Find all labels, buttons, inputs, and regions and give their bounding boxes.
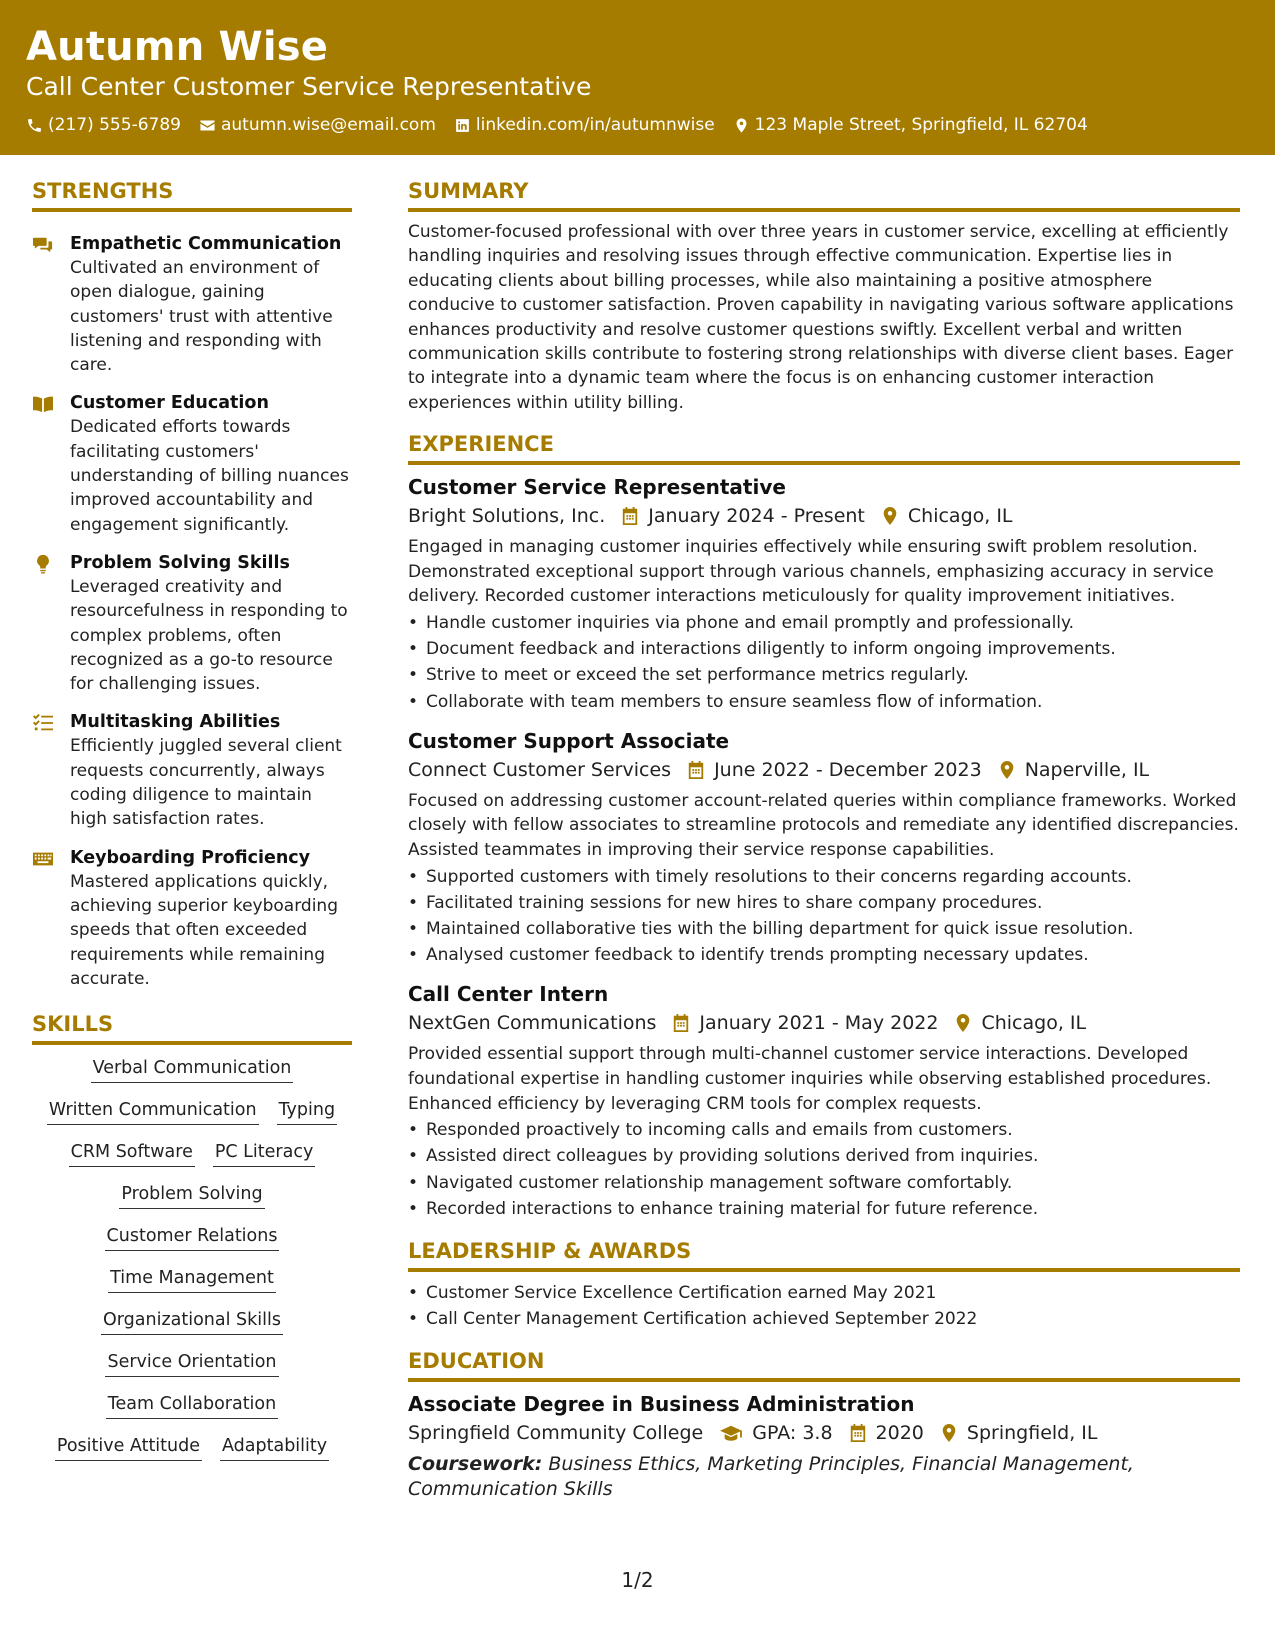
job-title: Customer Service Representative xyxy=(408,475,786,500)
experience-entry xyxy=(408,980,1240,1222)
resume-header xyxy=(0,0,1275,155)
calendar-icon xyxy=(672,1013,690,1033)
graduation-cap-icon xyxy=(719,1423,743,1443)
address-text: 123 Maple Street, Springfield, IL 62704 xyxy=(754,115,1088,135)
summary-text: Customer-focused professional with over three years in customer service, excelling at efficiently handling inquiries and resolving issues through effective communication. Expertise lies in educating clients about billing processes, while also maintaining a positive atmosphere conducive to customer satisfaction. Proven capability in navigating various software applications enhances productivity and resolve customer questions swiftly. Excellent verbal and written communication skills contribute to fostering strong relationships with diverse client bases. Eager to integrate into a dynamic team where the focus is on enhancing customer interaction experiences within utility billing. xyxy=(408,222,1234,413)
experience-entry xyxy=(408,473,1240,715)
map-pin-icon xyxy=(998,760,1016,780)
job-meta xyxy=(408,755,1240,785)
job-bullet: • Analysed customer feedback to identify trends prompting necessary updates. xyxy=(408,942,1240,968)
phone-icon xyxy=(26,117,43,134)
linkedin-icon xyxy=(454,117,471,134)
page-number: 1/2 xyxy=(621,1568,654,1592)
award-item: • Call Center Management Certification achieved September 2022 xyxy=(408,1306,1240,1332)
job-location: Naperville, IL xyxy=(1024,758,1150,781)
skill-tag: PC Literacy xyxy=(213,1139,315,1167)
contact-email[interactable] xyxy=(199,114,436,136)
strength-title: Customer Education xyxy=(70,393,269,414)
envelope-icon xyxy=(199,117,216,134)
strength-description: Efficiently juggled several client requests concurrently, always coding diligence to maintain high satisfaction rates. xyxy=(70,736,342,830)
education-heading: EDUCATION xyxy=(408,1346,1240,1382)
degree-title: Associate Degree in Business Administration xyxy=(408,1392,915,1417)
job-description: Focused on addressing customer account-related queries within compliance frameworks. Worked closely with fellow associates to streamline protocols and remediate any identified discrepancies. Assisted teammates in improving their service response capabilities. xyxy=(408,790,1239,861)
graduation-year: 2020 xyxy=(875,1422,924,1445)
strength-description: Dedicated efforts towards facilitating customers' understanding of billing nuances improved accountability and engagement significantly. xyxy=(70,417,349,535)
checklist-icon xyxy=(32,713,54,733)
map-pin-icon xyxy=(881,506,899,526)
company-name: Connect Customer Services xyxy=(408,758,672,781)
job-bullet: • Collaborate with team members to ensure seamless flow of information. xyxy=(408,689,1240,715)
company-name: NextGen Communications xyxy=(408,1012,657,1035)
summary-heading: SUMMARY xyxy=(408,176,1240,212)
skills-list xyxy=(32,1055,352,1461)
contact-phone[interactable] xyxy=(26,114,181,136)
education-meta xyxy=(408,1418,1240,1448)
award-item: • Customer Service Excellence Certification earned May 2021 xyxy=(408,1280,1240,1306)
strength-title: Multitasking Abilities xyxy=(70,712,281,733)
job-dates: January 2021 - May 2022 xyxy=(699,1012,939,1035)
strength-title: Keyboarding Proficiency xyxy=(70,847,311,868)
contact-bar xyxy=(26,114,1249,136)
skill-tag: Organizational Skills xyxy=(101,1307,283,1335)
job-bullet: • Facilitated training sessions for new hires to share company procedures. xyxy=(408,890,1240,916)
calendar-icon xyxy=(849,1423,867,1443)
strength-title: Empathetic Communication xyxy=(70,234,342,254)
left-column xyxy=(32,176,352,1475)
coursework-list: Business Ethics, Marketing Principles, Financial Management, Communication Skills xyxy=(408,1453,1134,1500)
skill-tag: Team Collaboration xyxy=(106,1391,278,1419)
linkedin-text: linkedin.com/in/autumnwise xyxy=(475,115,715,135)
coursework-label: Coursework: xyxy=(408,1453,543,1476)
map-pin-icon xyxy=(733,117,750,134)
strength-item xyxy=(32,846,352,991)
email-text: autumn.wise@email.com xyxy=(220,115,436,135)
strengths-heading: STRENGTHS xyxy=(32,176,352,212)
candidate-name: Autumn Wise xyxy=(26,24,329,70)
strength-description: Mastered applications quickly, achieving superior keyboarding speeds that often exceeded requirements while remaining accurate. xyxy=(70,871,338,989)
awards-heading: LEADERSHIP & AWARDS xyxy=(408,1236,1240,1272)
job-description: Engaged in managing customer inquiries effectively while ensuring swift problem resolution. Demonstrated exceptional support through various channels, emphasizing accuracy in service delivery. Recorded customer interactions meticulously for quality improvement initiatives. xyxy=(408,537,1214,607)
contact-address xyxy=(733,114,1088,136)
candidate-title: Call Center Customer Service Representative xyxy=(26,72,592,101)
job-meta xyxy=(408,501,1240,531)
job-bullet: • Maintained collaborative ties with the billing department for quick issue resolution. xyxy=(408,916,1240,942)
comments-icon xyxy=(32,235,54,255)
right-column xyxy=(408,176,1240,1501)
skill-tag: Verbal Communication xyxy=(91,1055,294,1083)
skills-heading: SKILLS xyxy=(32,1009,352,1045)
job-description: Provided essential support through multi-channel customer service interactions. Developed foundational expertise in handling customer inquiries while observing established procedures. Enhanced efficiency by leveraging CRM tools for complex requests. xyxy=(408,1044,1212,1114)
strength-description: Cultivated an environment of open dialogue, gaining customers' trust with attentive listening and responding with care. xyxy=(70,258,333,376)
job-dates: June 2022 - December 2023 xyxy=(714,758,982,781)
job-bullet: • Document feedback and interactions diligently to inform ongoing improvements. xyxy=(408,636,1240,662)
skill-tag: CRM Software xyxy=(69,1139,195,1167)
book-icon xyxy=(32,394,54,414)
job-bullets xyxy=(408,610,1240,715)
skill-tag: Service Orientation xyxy=(105,1349,278,1377)
job-title: Call Center Intern xyxy=(408,982,609,1007)
company-name: Bright Solutions, Inc. xyxy=(408,505,606,528)
skill-tag: Positive Attitude xyxy=(55,1433,202,1461)
job-bullet: • Recorded interactions to enhance training material for future reference. xyxy=(408,1196,1240,1222)
calendar-icon xyxy=(621,506,639,526)
job-meta xyxy=(408,1008,1240,1038)
skill-tag: Problem Solving xyxy=(119,1181,264,1209)
job-location: Chicago, IL xyxy=(907,505,1013,528)
job-bullet: • Handle customer inquiries via phone and email promptly and professionally. xyxy=(408,610,1240,636)
skill-tag: Customer Relations xyxy=(105,1223,280,1251)
job-bullet: • Responded proactively to incoming calls and emails from customers. xyxy=(408,1117,1240,1143)
job-bullet: • Strive to meet or exceed the set performance metrics regularly. xyxy=(408,662,1240,688)
strength-title: Problem Solving Skills xyxy=(70,552,290,573)
phone-text: (217) 555-6789 xyxy=(48,115,181,135)
calendar-icon xyxy=(687,760,705,780)
skill-tag: Written Communication xyxy=(47,1097,259,1125)
strength-item xyxy=(32,710,352,831)
job-title: Customer Support Associate xyxy=(408,728,730,753)
job-bullet: • Assisted direct colleagues by providing solutions derived from inquiries. xyxy=(408,1143,1240,1169)
strength-item xyxy=(32,551,352,696)
coursework xyxy=(408,1452,1240,1501)
map-pin-icon xyxy=(940,1423,958,1443)
job-location: Chicago, IL xyxy=(981,1012,1087,1035)
strength-description: Leveraged creativity and resourcefulness in responding to complex problems, often recognized as a go-to resource for challenging issues. xyxy=(70,576,348,695)
skill-tag: Typing xyxy=(277,1097,338,1125)
job-bullet: • Supported customers with timely resolutions to their concerns regarding accounts. xyxy=(408,864,1240,890)
keyboard-icon xyxy=(32,849,54,869)
strength-item xyxy=(32,391,352,536)
school-name: Springfield Community College xyxy=(408,1422,704,1445)
experience-heading: EXPERIENCE xyxy=(408,429,1240,465)
map-pin-icon xyxy=(954,1013,972,1033)
lightbulb-icon xyxy=(32,554,54,574)
experience-entry xyxy=(408,727,1240,969)
awards-list xyxy=(408,1280,1240,1332)
job-bullets xyxy=(408,1117,1240,1222)
job-dates: January 2024 - Present xyxy=(648,505,865,528)
job-bullets xyxy=(408,864,1240,969)
gpa-text: GPA: 3.8 xyxy=(752,1422,833,1445)
skill-tag: Time Management xyxy=(108,1265,276,1293)
education-location: Springfield, IL xyxy=(966,1422,1098,1445)
contact-linkedin[interactable] xyxy=(454,114,715,136)
skill-tag: Adaptability xyxy=(220,1433,329,1461)
job-bullet: • Navigated customer relationship management software comfortably. xyxy=(408,1170,1240,1196)
strength-item xyxy=(32,232,352,377)
